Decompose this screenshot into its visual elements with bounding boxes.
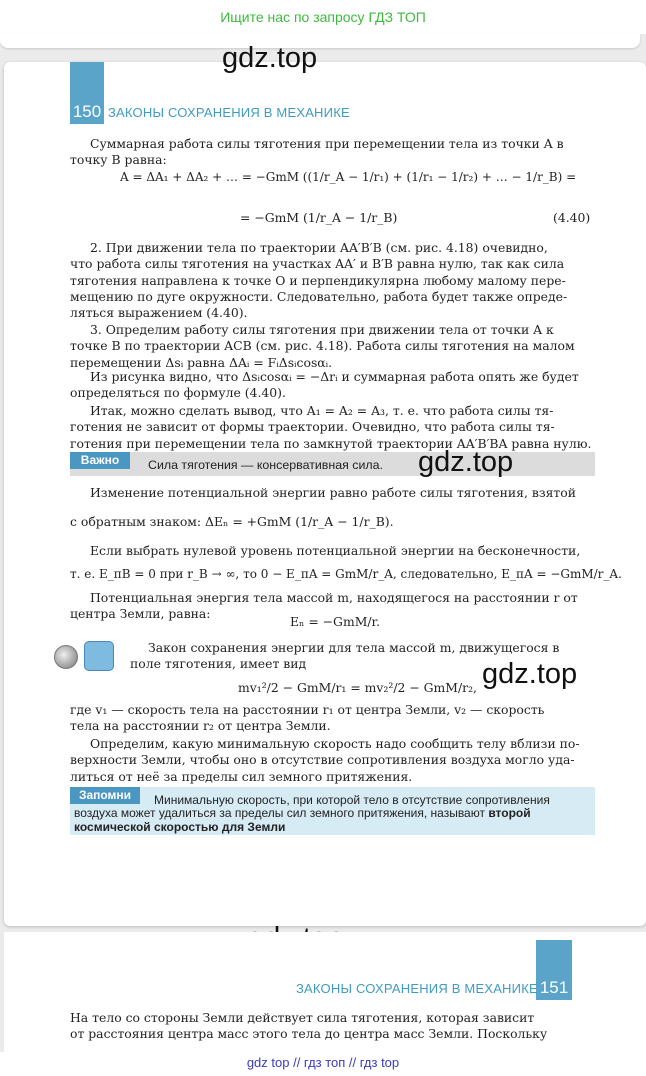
par8-line-2: центра Земли, равна:: [70, 606, 211, 621]
par9-line-2: поле тяготения, имеет вид: [130, 656, 307, 671]
watermark: gdz.top: [418, 446, 514, 478]
intro-line-1: Суммарная работа силы тяготения при перемещении тела из точки A в: [90, 136, 564, 151]
equation-work-sum: A = ΔA₁ + ΔA₂ + … = −GmM ((1/r_A − 1/r₁) + (1/r₁ − 1/r₂) + … − 1/r_B) =: [120, 170, 577, 184]
page-number-151: 151: [536, 940, 572, 1000]
par9-line-1: Закон сохранения энергии для тела массой m, движущегося в: [148, 640, 560, 655]
watermark: gdz.top: [222, 42, 318, 74]
equation-number: (4.40): [553, 210, 591, 225]
paragraph-11: Определим, какую минимальную скорость надо сообщить телу вблизи по- верхности Земли, чтобы оно в отсутствие сопротивления воздуха могло уда- литься от неё за пределы сил земного притяжения.: [70, 736, 580, 784]
paragraph-4: Из рисунка видно, что Δsᵢcosαᵢ = −Δrᵢ и суммарная работа опять же будет определяться по формуле (4.40).: [70, 369, 579, 401]
remember-line-1: Минимальную скорость, при которой тело в отсутствие сопротивления: [154, 793, 550, 807]
important-text: Сила тяготения — консервативная сила.: [148, 458, 383, 472]
equation-potential: Eₙ = −GmM/r.: [290, 614, 381, 629]
disc-icon[interactable]: [54, 645, 78, 669]
paragraph-2: 2. При движении тела по траектории AA′B′B (см. рис. 4.18) очевидно, что работа силы тяготения на участках AA′ и B′B равна нулю, так как сила тяготения направлена к точке O и перпендикулярна любому малому пере- мещению по дуге окружности. Следовательно, работа будет также опреде- ляться выражением (4.40).: [70, 240, 568, 321]
equation-energy: mv₁²/2 − GmM/r₁ = mv₂²/2 − GmM/r₂,: [238, 680, 477, 695]
bottom-bar[interactable]: gdz top // гдз топ // гдз top: [0, 1052, 646, 1076]
top-banner[interactable]: Ищите нас по запросу ГДЗ ТОП: [0, 0, 646, 34]
remember-tag: Запомни: [70, 787, 140, 804]
par6-line-1: Изменение потенциальной энергии равно работе силы тяготения, взятой: [90, 485, 576, 500]
equation-work-result: = −GmM (1/r_A − 1/r_B): [240, 210, 398, 225]
intro-line-2: точку B равна:: [70, 152, 167, 167]
remember-line-2: воздуха может удалиться за пределы сил земного притяжения, называют второй: [74, 806, 531, 820]
previous-page-edge: [0, 34, 640, 48]
page2-line-1: На тело со стороны Земли действует сила тяготения, которая зависит: [70, 1010, 535, 1025]
par10-line-2: тела на расстоянии r₂ от центра Земли.: [70, 718, 331, 733]
par10-line-1: где v₁ — скорость тела на расстоянии r₁ от центра Земли, v₂ — скорость: [70, 702, 545, 717]
paragraph-5: Итак, можно сделать вывод, что A₁ = A₂ = A₃, т. е. что работа силы тя- готения не зависит от формы траектории. Очевидно, что работа силы тя- готения при перемещении тела по замкнутой траектории AA′B′BA равна нулю.: [70, 403, 592, 451]
remember-line-3: космической скоростью для Земли: [74, 820, 286, 834]
par7-line-2: т. е. E_пB = 0 при r_B → ∞, то 0 − E_пA = GmM/r_A, следовательно, E_пA = −GmM/r_A.: [70, 567, 622, 581]
par6-line-2: с обратным знаком: ΔEₙ = +GmM (1/r_A − 1/r_B).: [70, 514, 394, 529]
page-header: ЗАКОНЫ СОХРАНЕНИЯ В МЕХАНИКЕ: [108, 105, 350, 120]
par8-line-1: Потенциальная энергия тела массой m, находящегося на расстоянии r от: [90, 590, 578, 605]
important-tag: Важно: [70, 452, 130, 469]
page-number: 150: [70, 62, 104, 124]
page2-line-2: от расстояния центра масс этого тела до центра масс Земли. Поскольку: [70, 1026, 548, 1041]
watermark: gdz.top: [482, 658, 578, 690]
film-icon[interactable]: [84, 641, 114, 671]
par7-line-1: Если выбрать нулевой уровень потенциальной энергии на бесконечности,: [90, 543, 581, 558]
paragraph-3: 3. Определим работу силы тяготения при движении тела от точки A к точке B по траектории ACB (см. рис. 4.18). Работа силы тяготения на малом перемещении Δsᵢ равна ΔAᵢ = FᵢΔsᵢcosαᵢ.: [70, 322, 575, 370]
page-header-151: ЗАКОНЫ СОХРАНЕНИЯ В МЕХАНИКЕ: [296, 981, 538, 996]
